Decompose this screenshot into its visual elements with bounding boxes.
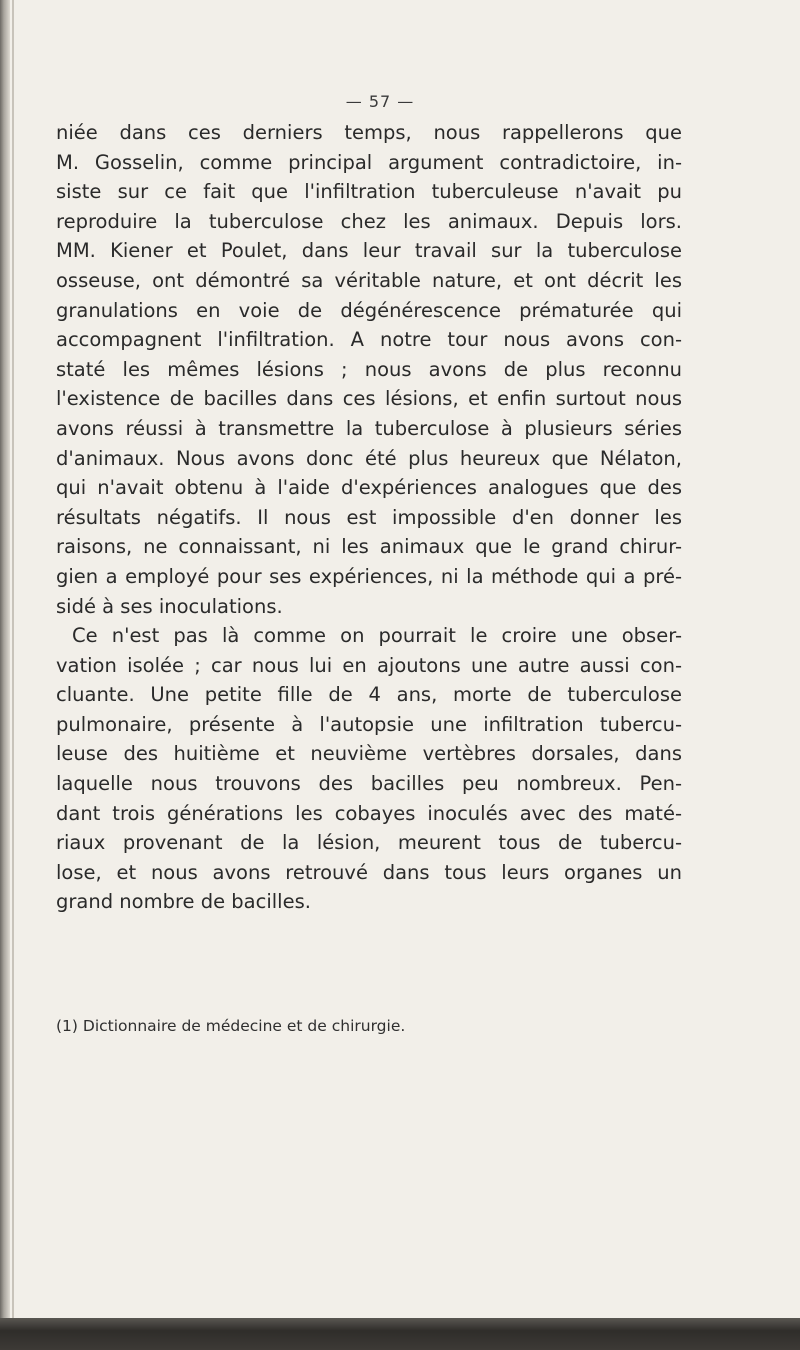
text-line: l'existence de bacilles dans ces lésions, et enfin surtout nous bbox=[56, 387, 682, 411]
text-line: M. Gosselin, comme principal argument contradictoire, in- bbox=[56, 150, 682, 174]
text-line: leuse des huitième et neuvième vertèbres dorsales, dans bbox=[56, 742, 682, 766]
text-line: qui n'avait obtenu à l'aide d'expériences analogues que des bbox=[56, 476, 682, 500]
page-bottom-edge bbox=[0, 1318, 800, 1350]
text-line: gien a employé pour ses expériences, ni la méthode qui a pré- bbox=[56, 564, 682, 588]
text-line: avons réussi à transmettre la tuberculose à plusieurs séries bbox=[56, 416, 682, 440]
footnote: (1) Dictionnaire de médecine et de chirurgie. bbox=[56, 1017, 406, 1035]
paragraph-end-line: sidé à ses inoculations. bbox=[56, 594, 283, 618]
text-line: lose, et nous avons retrouvé dans tous leurs organes un bbox=[56, 860, 682, 884]
text-line: riaux provenant de la lésion, meurent tous de tubercu- bbox=[56, 831, 682, 855]
text-line: d'animaux. Nous avons donc été plus heureux que Nélaton, bbox=[56, 446, 682, 470]
text-line: niée dans ces derniers temps, nous rappellerons que bbox=[56, 121, 682, 144]
paragraph-start-line: Ce n'est pas là comme on pourrait le croire une obser- bbox=[72, 624, 682, 648]
text-line: dant trois générations les cobayes inoculés avec des maté- bbox=[56, 801, 682, 825]
text-line: accompagnent l'infiltration. A notre tour nous avons con- bbox=[56, 328, 682, 352]
text-line: granulations en voie de dégénérescence prématurée qui bbox=[56, 298, 682, 322]
text-line: cluante. Une petite fille de 4 ans, morte de tuberculose bbox=[56, 683, 682, 707]
text-line: raisons, ne connaissant, ni les animaux que le grand chirur- bbox=[56, 535, 682, 559]
paragraph-end-line: grand nombre de bacilles. bbox=[56, 890, 311, 914]
text-line: siste sur ce fait que l'infiltration tuberculeuse n'avait pu bbox=[56, 180, 682, 204]
page-binding-edge bbox=[12, 0, 14, 1350]
text-line: staté les mêmes lésions ; nous avons de plus reconnu bbox=[56, 357, 682, 381]
page-number: — 57 — bbox=[345, 92, 415, 111]
text-line: MM. Kiener et Poulet, dans leur travail sur la tuberculose bbox=[56, 239, 682, 263]
body-text bbox=[56, 118, 682, 917]
text-line: pulmonaire, présente à l'autopsie une infiltration tubercu- bbox=[56, 712, 682, 736]
text-line: résultats négatifs. Il nous est impossible d'en donner les bbox=[56, 505, 682, 529]
page-binding-shadow bbox=[0, 0, 10, 1350]
text-line: reproduire la tuberculose chez les animaux. Depuis lors. bbox=[56, 209, 682, 233]
text-line: vation isolée ; car nous lui en ajoutons une autre aussi con- bbox=[56, 653, 682, 677]
text-line: laquelle nous trouvons des bacilles peu nombreux. Pen- bbox=[56, 772, 682, 796]
text-line: osseuse, ont démontré sa véritable nature, et ont décrit les bbox=[56, 268, 682, 292]
